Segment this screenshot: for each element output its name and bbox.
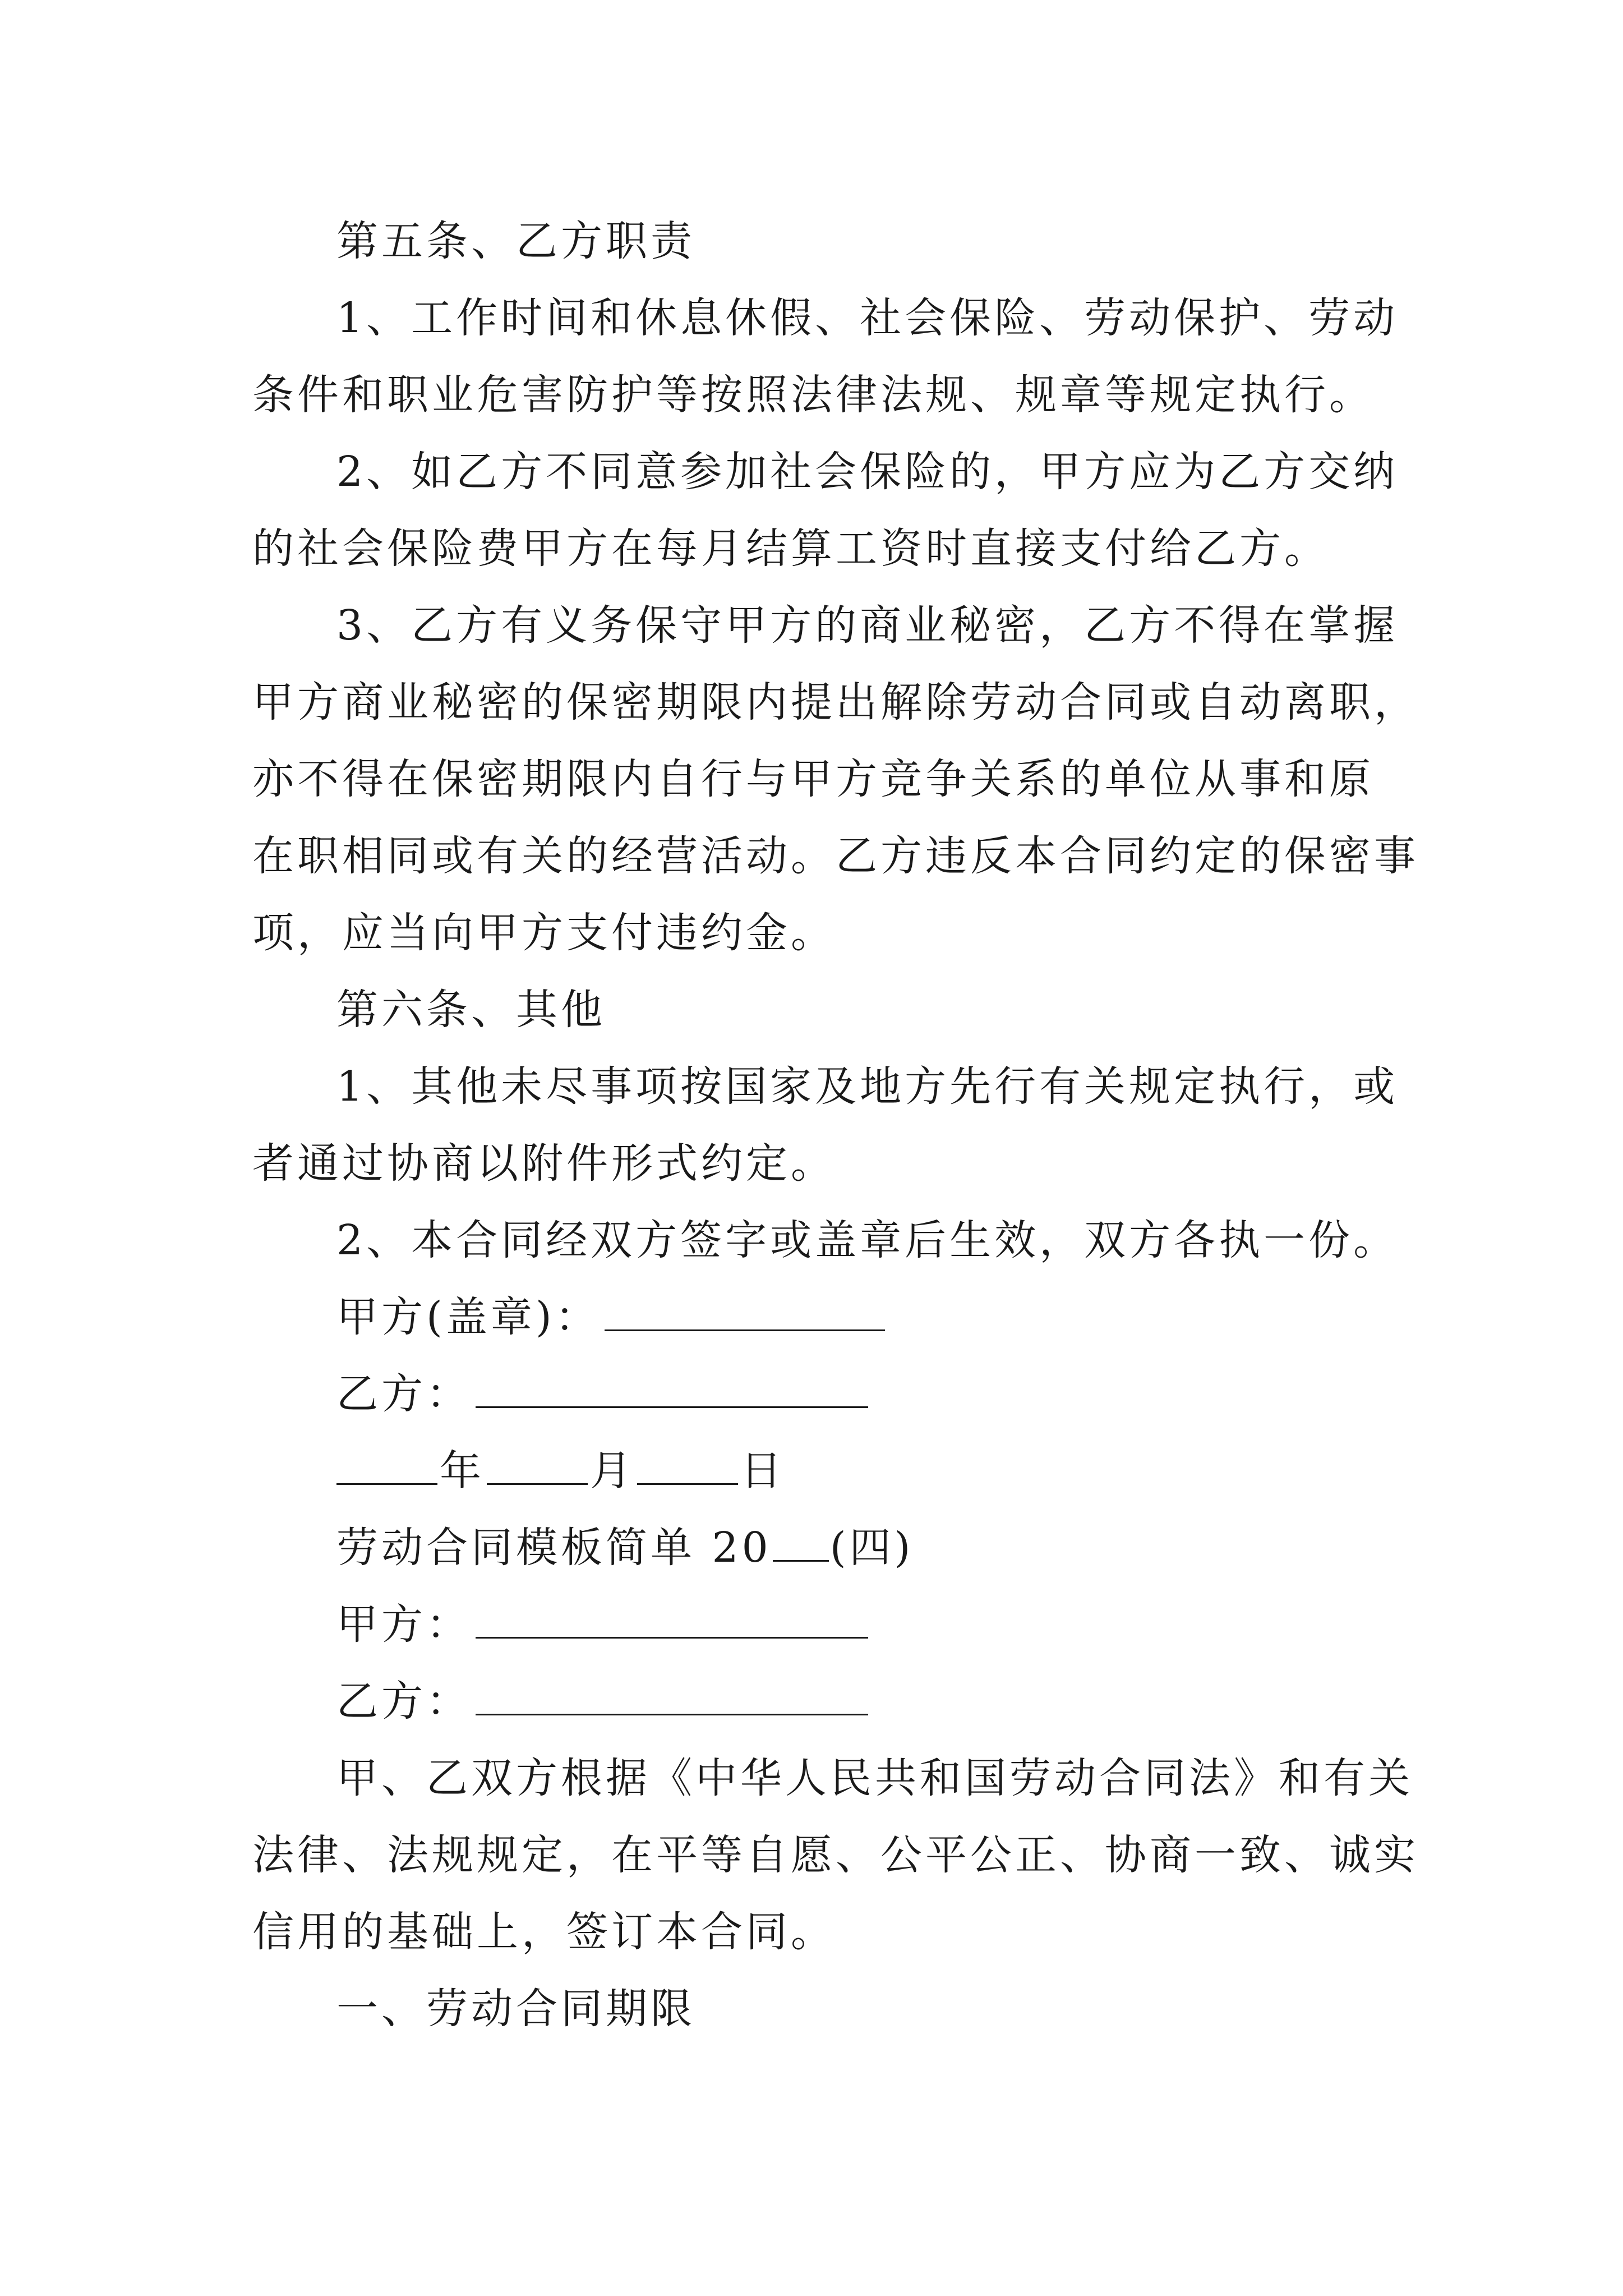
template-4-title-prefix: 劳动合同模板简单 20 (336, 1524, 772, 1572)
article-6-title: 第六条、其他 (336, 986, 606, 1034)
template-4-intro-line-3: 信用的基础上，签订本合同。 (252, 1908, 836, 1956)
year-blank[interactable] (336, 1451, 437, 1485)
article-5 (252, 203, 1419, 2047)
article-6-item-1-line-1: 1、其他未尽事项按国家及地方先行有关规定执行，或 (336, 1062, 1399, 1111)
article-5-item-2-line-2: 的社会保险费甲方在每月结算工资时直接支付给乙方。 (252, 524, 1329, 573)
article-5-item-3-line-3: 亦不得在保密期限内自行与甲方竞争关系的单位从事和原 (252, 755, 1374, 803)
party-b-sign-blank[interactable] (476, 1374, 868, 1408)
template-4-party-a-label: 甲方： (336, 1600, 471, 1649)
month-label: 月 (590, 1447, 635, 1495)
template-4-title (252, 1510, 1419, 1586)
article-6-item-1-line-2: 者通过协商以附件形式约定。 (252, 1139, 836, 1188)
date-line (252, 1433, 1419, 1510)
article-5-item-3-line-4: 在职相同或有关的经营活动。乙方违反本合同约定的保密事 (252, 832, 1419, 880)
article-5-item-2-line-1: 2、如乙方不同意参加社会保险的，甲方应为乙方交纳 (336, 448, 1399, 496)
template-4-party-a-line (252, 1586, 1419, 1663)
template-4-section-1-title: 一、劳动合同期限 (336, 1985, 695, 2033)
template-4-year-blank[interactable] (773, 1527, 829, 1562)
template-4-intro-line-2: 法律、法规规定，在平等自愿、公平公正、协商一致、诚实 (252, 1831, 1419, 1879)
party-b-sign-line (252, 1356, 1419, 1433)
party-b-sign-label: 乙方： (336, 1370, 471, 1418)
article-5-item-3-line-1: 3、乙方有义务保守甲方的商业秘密，乙方不得在掌握 (336, 601, 1399, 650)
party-a-seal-blank[interactable] (605, 1297, 885, 1331)
article-5-item-3-line-2: 甲方商业秘密的保密期限内提出解除劳动合同或自动离职， (252, 678, 1419, 726)
party-a-seal-label: 甲方(盖章)： (336, 1293, 600, 1341)
template-4-party-a-blank[interactable] (476, 1604, 868, 1639)
article-5-title: 第五条、乙方职责 (336, 217, 695, 265)
day-label: 日 (740, 1447, 785, 1495)
article-5-item-1-line-2: 条件和职业危害防护等按照法律法规、规章等规定执行。 (252, 371, 1374, 419)
template-4-intro-line-1: 甲、乙双方根据《中华人民共和国劳动合同法》和有关 (336, 1754, 1413, 1802)
template-4-party-b-label: 乙方： (336, 1677, 471, 1726)
template-4-title-suffix: (四) (829, 1524, 914, 1572)
article-5-item-3-line-5: 项，应当向甲方支付违约金。 (252, 909, 836, 957)
document-page (252, 0, 1419, 2296)
year-label: 年 (440, 1447, 485, 1495)
template-4-party-b-blank[interactable] (476, 1681, 868, 1715)
article-5-item-1-line-1: 1、工作时间和休息休假、社会保险、劳动保护、劳动 (336, 294, 1399, 342)
template-4-party-b-line (252, 1663, 1419, 1740)
party-a-seal-line (252, 1279, 1419, 1356)
day-blank[interactable] (637, 1451, 738, 1485)
month-blank[interactable] (487, 1451, 588, 1485)
article-6-item-2: 2、本合同经双方签字或盖章后生效，双方各执一份。 (336, 1216, 1399, 1264)
